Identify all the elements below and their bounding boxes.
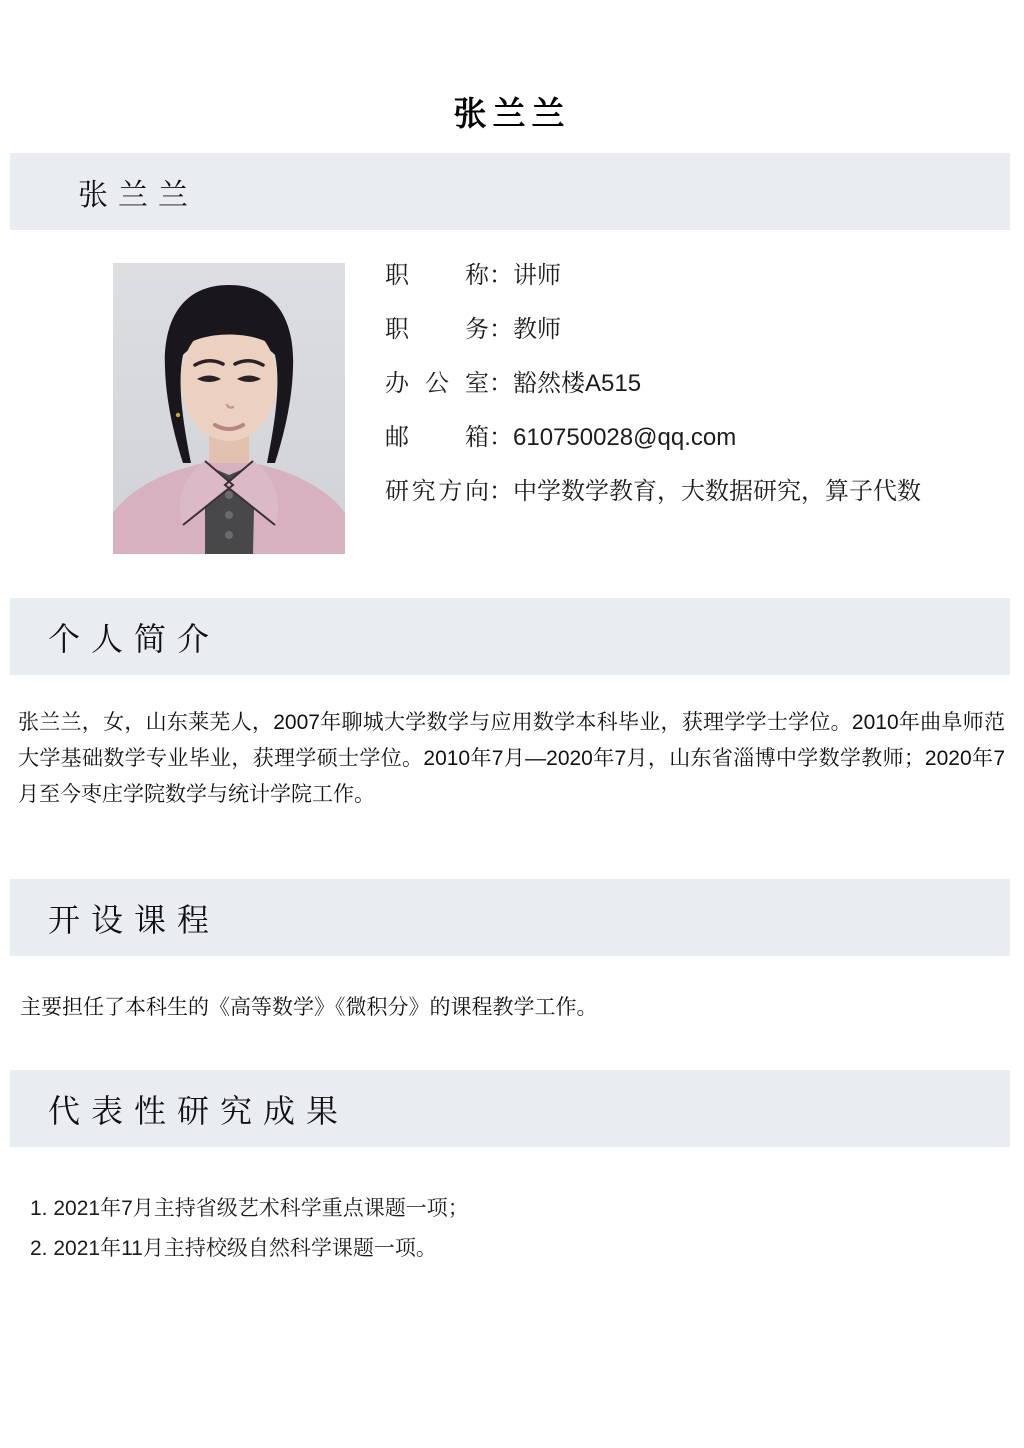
achievement-item: 1. 2021年7月主持省级艺术科学重点课题一项； [30,1197,469,1220]
field-duty-value: 教师 [513,316,561,343]
field-title-value: 讲师 [513,262,561,289]
name-banner [10,153,1010,230]
field-office-value: 豁然楼A515 [513,370,642,397]
field-separator: ： [489,424,513,451]
profile-block [113,263,1004,554]
profile-photo [113,263,345,554]
name-banner-text: 张兰兰 [78,178,198,212]
section-banner-courses [10,879,1010,956]
field-separator: ： [489,316,513,343]
field-research [385,465,985,519]
field-email-value: 610750028@qq.com [513,424,737,451]
field-separator: ： [489,478,513,505]
courses-paragraph: 主要担任了本科生的《高等数学》《微积分》的课程教学工作。 [20,996,598,1019]
field-separator: ： [489,370,513,397]
field-office-label: 办公室 [385,370,489,397]
intro-paragraph: 张兰兰，女，山东莱芜人，2007年聊城大学数学与应用数学本科毕业，获理学学士学位。2010年曲阜师范大学基础数学专业毕业，获理学硕士学位。2010年7月—2020年7月，山东省淄博中学数学教师；2020年7月至今枣庄学院数学与统计学院工作。 [18,711,1005,806]
field-duty-label: 职务 [385,316,489,343]
field-research-label: 研究方向 [385,478,489,505]
field-separator: ： [489,262,513,289]
section-banner-achievements [10,1070,1010,1147]
section-heading-intro: 个人简介 [48,620,221,657]
achievement-item: 2. 2021年11月主持校级自然科学课题一项。 [30,1237,437,1260]
portrait-illustration [113,263,345,554]
section-heading-courses: 开设课程 [48,901,221,938]
field-office [385,357,985,411]
page-title: 张兰兰 [453,95,571,132]
field-title [385,249,985,303]
field-email [385,411,985,465]
section-banner-intro [10,598,1010,675]
field-email-label: 邮箱 [385,424,489,451]
field-research-value: 中学数学教育，大数据研究，算子代数 [513,478,921,505]
field-duty [385,303,985,357]
section-heading-achievements: 代表性研究成果 [48,1092,350,1129]
achievements-list [30,1189,1004,1269]
field-title-label: 职称 [385,262,489,289]
profile-info [385,249,985,554]
